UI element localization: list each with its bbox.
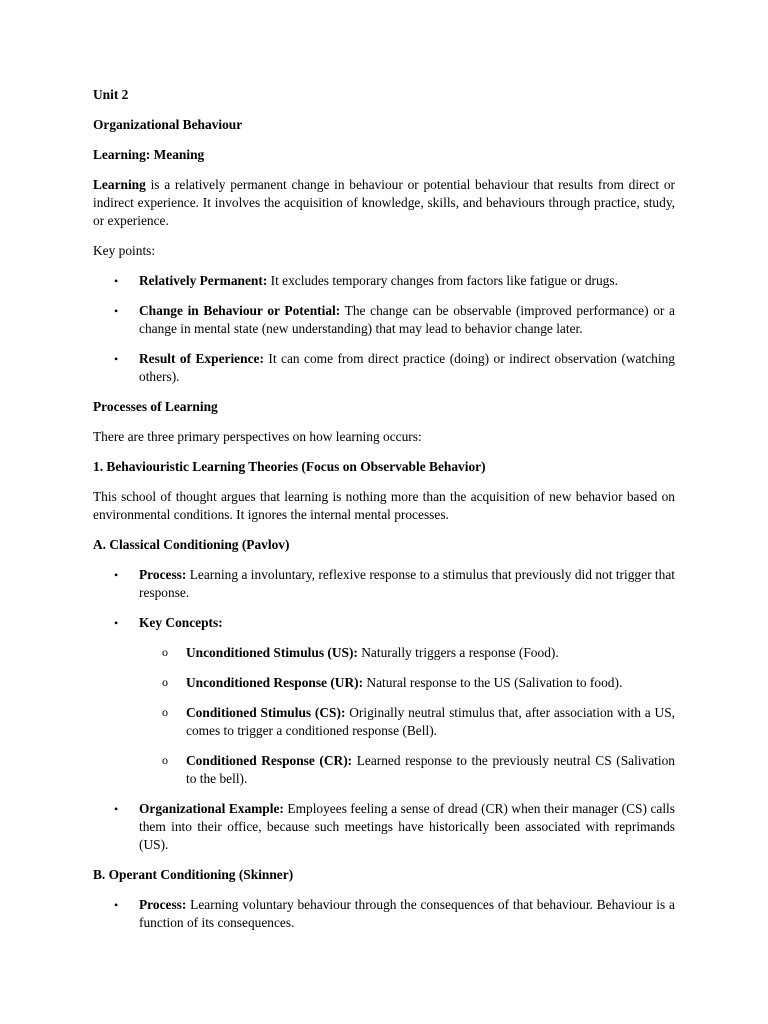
operant-list [93,896,675,932]
key-points-list [93,272,675,386]
processes-intro: There are three primary perspectives on how learning occurs: [93,429,422,444]
process-term: Process: [139,567,187,582]
list-item [93,752,675,788]
example-term: Organizational Example: [139,801,284,816]
concept-text: Originally neutral stimulus that, after association with a US, comes to trigger a conditioned response (Bell). [186,705,675,738]
list-item [93,800,675,854]
key-point-term: Change in Behaviour or Potential: [139,303,341,318]
key-point-term: Relatively Permanent: [139,273,268,288]
classical-list [93,566,675,854]
concept-text: Learned response to the previously neutral CS (Salivation to the bell). [186,753,675,786]
list-item [93,272,675,290]
concept-term: Unconditioned Stimulus (US): [186,645,358,660]
key-point-term: Result of Experience: [139,351,264,366]
list-item [93,644,675,662]
bullet-icon: • [114,304,119,318]
unit-label: Unit 2 [93,87,129,102]
list-item [93,350,675,386]
section-heading-classical: A. Classical Conditioning (Pavlov) [93,537,290,552]
process-text: Learning voluntary behaviour through the consequences of that behaviour. Behaviour is a function of its consequences. [139,897,675,930]
key-point-text: The change can be observable (improved performance) or a change in mental state (new understanding) that may lead to behavior change later. [139,303,675,336]
list-item [93,704,675,740]
list-item [93,896,675,932]
definition-text: is a relatively permanent change in behaviour or potential behaviour that results from direct or indirect experience. It involves the acquisition of knowledge, skills, and behaviours through practice, study, or experience. [93,177,675,228]
key-points-label: Key points: [93,243,156,258]
sub-bullet-icon: o [162,645,168,659]
section-heading-processes: Processes of Learning [93,399,218,414]
section-heading-operant: B. Operant Conditioning (Skinner) [93,867,294,882]
process-text: Learning a involuntary, reflexive response to a stimulus that previously did not trigger that response. [139,567,675,600]
list-item [93,566,675,602]
bullet-icon: • [114,898,119,912]
concept-term: Unconditioned Response (UR): [186,675,364,690]
document-title: Organizational Behaviour [93,117,243,132]
behaviouristic-paragraph: This school of thought argues that learning is nothing more than the acquisition of new behavior based on environmental conditions. It ignores the internal mental processes. [93,489,675,522]
list-item [93,614,675,788]
bullet-icon: • [114,274,119,288]
bullet-icon: • [114,616,119,630]
section-heading-behaviouristic: 1. Behaviouristic Learning Theories (Focus on Observable Behavior) [93,459,486,474]
sub-bullet-icon: o [162,753,168,767]
key-point-text: It excludes temporary changes from factors like fatigue or drugs. [267,273,618,288]
concept-text: Natural response to the US (Salivation to food). [363,675,623,690]
document-body [93,86,675,932]
sub-bullet-icon: o [162,705,168,719]
key-concepts-label: Key Concepts: [139,615,223,630]
bullet-icon: • [114,802,119,816]
concept-text: Naturally triggers a response (Food). [357,645,559,660]
learning-definition [93,176,675,230]
process-term: Process: [139,897,187,912]
definition-term: Learning [93,177,146,192]
sub-bullet-icon: o [162,675,168,689]
list-item [93,302,675,338]
key-concepts-list [139,644,675,788]
bullet-icon: • [114,352,119,366]
bullet-icon: • [114,568,119,582]
key-point-text: It can come from direct practice (doing) or indirect observation (watching others). [139,351,675,384]
concept-term: Conditioned Stimulus (CS): [186,705,346,720]
example-text: Employees feeling a sense of dread (CR) when their manager (CS) calls them into their office, because such meetings have historically been associated with reprimands (US). [139,801,675,852]
list-item [93,674,675,692]
section-heading-learning: Learning: Meaning [93,147,205,162]
concept-term: Conditioned Response (CR): [186,753,353,768]
